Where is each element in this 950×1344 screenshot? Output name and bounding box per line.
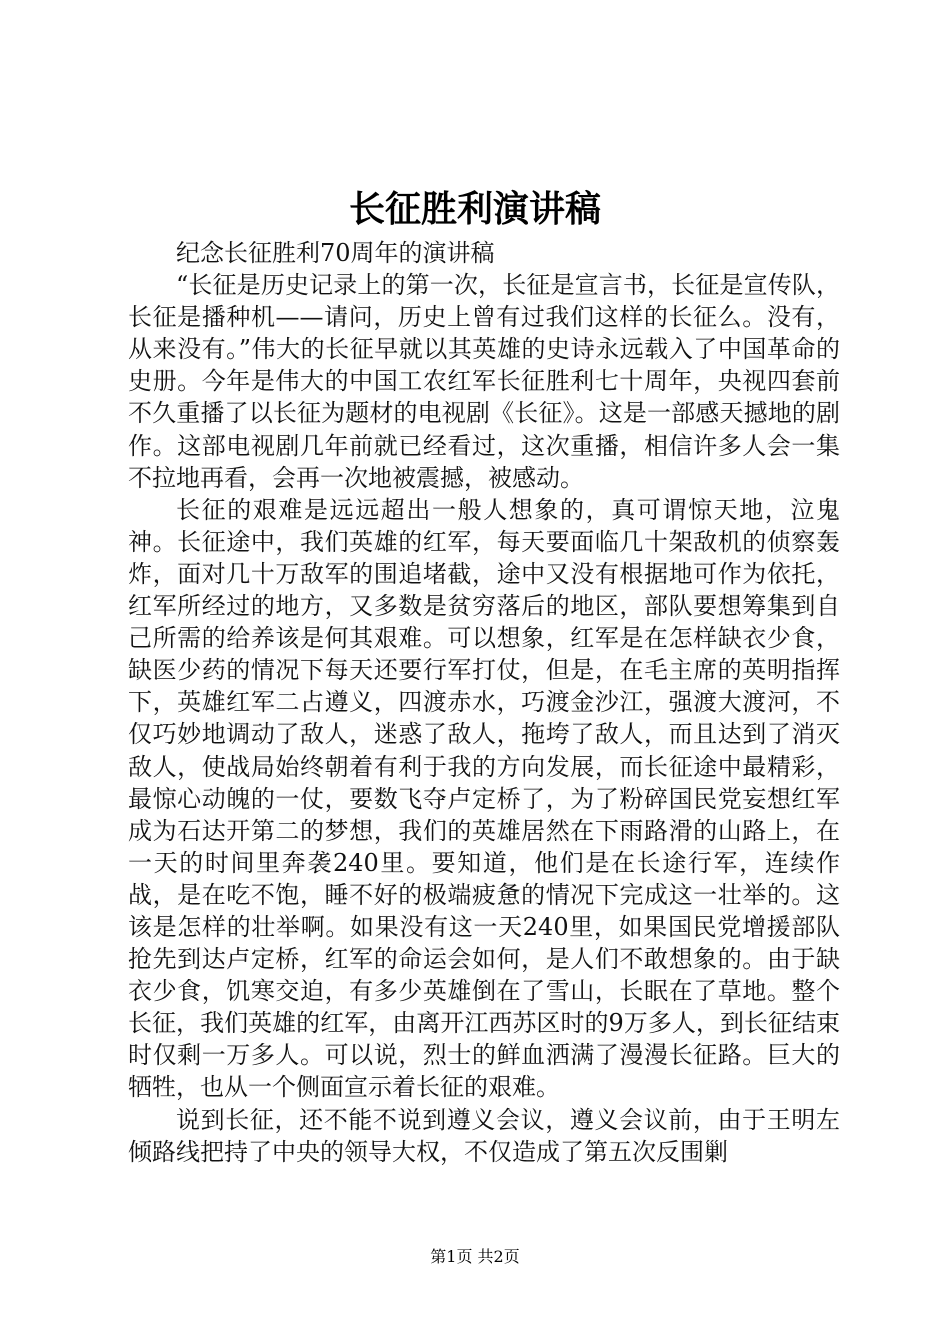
document-title: 长征胜利演讲稿 [348,188,601,230]
paragraph-2: 长征的艰难是远远超出一般人想象的，真可谓惊天地，泣鬼神。长征途中，我们英雄的红军，每天要面临几十架敌机的侦察轰炸，面对几十万敌军的围追堵截，途中又没有根据地可作为依托，红军所经过的地方，又多数是贫穷落后的地区，部队要想筹集到自己所需的给养该是何其艰难。可以想象，红军是在怎样缺衣少食，缺医少药的情况下每天还要行军打仗，但是，在毛主席的英明指挥下，英雄红军二占遵义，四渡赤水，巧渡金沙江，强渡大渡河，不仅巧妙地调动了敌人，迷惑了敌人，拖垮了敌人，而且达到了消灭敌人，使战局始终朝着有利于我的方向发展，而长征途中最精彩，最惊心动魄的一仗，要数飞夺卢定桥了，为了粉碎国民党妄想红军成为石达开第二的梦想，我们的英雄居然在下雨路滑的山路上，在一天的时间里奔袭240里。要知道，他们是在长途行军，连续作战，是在吃不饱，睡不好的极端疲惫的情况下完成这一壮举的。这该是怎样的壮举啊。如果没有这一天240里，如果国民党增援部队抢先到达卢定桥，红军的命运会如何，是人们不敢想象的。由于缺衣少食，饥寒交迫，有多少英雄倒在了雪山，长眠在了草地。整个长征，我们英雄的红军，由离开江西苏区时的9万多人，到长征结束时仅剩一万多人。可以说，烈士的鲜血洒满了漫漫长征路。巨大的牺牲，也从一个侧面宣示着长征的艰难。 [128,495,840,1102]
document-subtitle: 纪念长征胜利70周年的演讲稿 [176,239,495,267]
paragraph-3: 说到长征，还不能不说到遵义会议，遵义会议前，由于王明左倾路线把持了中央的领导大权，不仅造成了第五次反围剿 [128,1105,840,1166]
paragraph-1: “长征是历史记录上的第一次，长征是宣言书，长征是宣传队，长征是播种机——请问，历史上曾有过我们这样的长征么。没有，从来没有。”伟大的长征早就以其英雄的史诗永远载入了中国革命的史册。今年是伟大的中国工农红军长征胜利七十周年，央视四套前不久重播了以长征为题材的电视剧《长征》。这是一部感天撼地的剧作。这部电视剧几年前就已经看过，这次重播，相信许多人会一集不拉地再看，会再一次地被震撼，被感动。 [128,271,840,492]
page-footer: 第1页 共2页 [430,1247,520,1266]
document-body [128,237,840,1168]
